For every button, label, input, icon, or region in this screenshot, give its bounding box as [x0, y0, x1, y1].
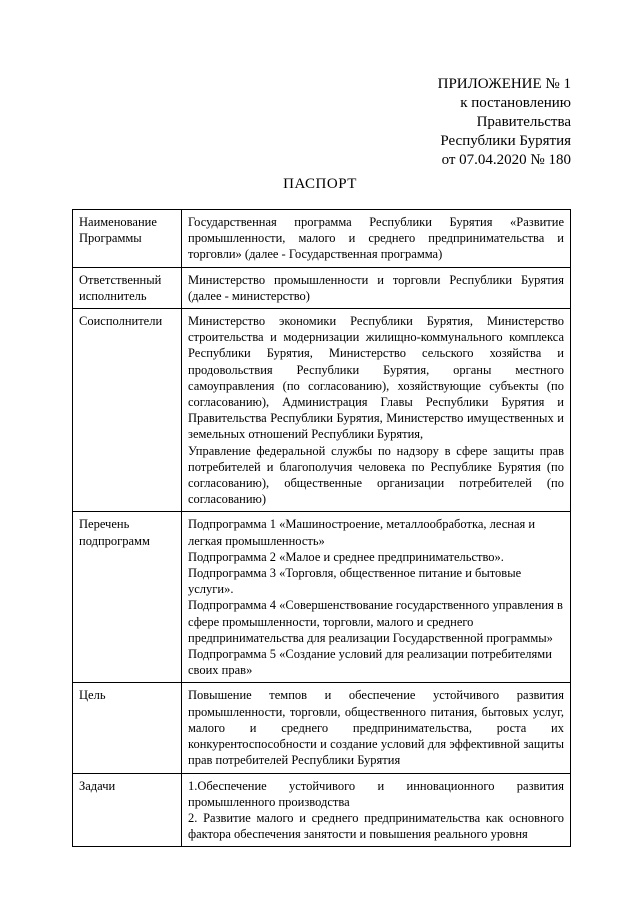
table-row [73, 683, 571, 773]
row-value [182, 210, 571, 268]
value-line: Управление федеральной службы по надзору в сфере защиты прав потребителей и благополучия человека по Республике Бурятия (по согласованию), общественные организации потребителей (по согласованию) [188, 443, 564, 507]
row-label: Цель [73, 683, 182, 773]
value-line: Подпрограмма 3 «Торговля, общественное питание и бытовые услуги». [188, 566, 522, 597]
value-line: Государственная программа Республики Бурятия «Развитие промышленности, малого и среднего предпринимательства и торговли» (далее - Государственная программа) [188, 215, 564, 262]
row-label: Соисполнители [73, 309, 182, 512]
row-label: Наименование Программы [73, 210, 182, 268]
table-row [73, 309, 571, 512]
value-line: Подпрограмма 5 «Создание условий для реализации потребителями своих прав» [188, 647, 552, 678]
table-row [73, 267, 571, 308]
value-line: 2. Развитие малого и среднего предпринимательства как основного фактора обеспечения занятости и повышения реального уровня [188, 810, 564, 842]
row-label: Перечень подпрограмм [73, 512, 182, 683]
row-value [182, 267, 571, 308]
appendix-header [438, 75, 571, 170]
table-row [73, 512, 571, 683]
resolution-date: от 07.04.2020 № 180 [441, 152, 571, 168]
value-line: Министерство экономики Республики Бурятия, Министерство строительства и модернизации жилищно-коммунального комплекса Республики Бурятия, Министерство сельского хозяйства и продовольствия Республики Бурятия, органы местного самоуправления (по согласованию), хозяйствующие субъекты (по согласованию), Администрация Главы Республики Бурятия и Правительства Республики Бурятия, Министерство имущественных и земельных отношений Республики Бурятия, [188, 314, 564, 442]
resolution-reference: к постановлению [460, 95, 571, 111]
value-line: Министерство промышленности и торговли Республики Бурятия (далее - министерство) [188, 272, 564, 303]
passport-table [72, 209, 571, 847]
row-label: Задачи [73, 773, 182, 847]
row-value [182, 773, 571, 847]
value-line: Подпрограмма 2 «Малое и среднее предпринимательство». [188, 549, 504, 564]
page-title: ПАСПОРТ [283, 176, 357, 192]
row-value [182, 512, 571, 683]
row-value [182, 309, 571, 512]
table-row [73, 210, 571, 268]
row-value [182, 683, 571, 773]
value-line: Подпрограмма 1 «Машиностроение, металлообработка, лесная и легкая промышленность» [188, 517, 536, 548]
value-line: 1.Обеспечение устойчивого и инновационного развития промышленного производства [188, 778, 564, 809]
value-line: Подпрограмма 4 «Совершенствование государственного управления в сфере промышленности, торговли, малого и среднего предпринимательства для реализации Государственной программы» [188, 598, 563, 645]
row-label: Ответственный исполнитель [73, 267, 182, 308]
government-line: Правительства [476, 114, 571, 130]
table-row [73, 773, 571, 847]
appendix-number: ПРИЛОЖЕНИЕ № 1 [437, 76, 571, 92]
republic-line: Республики Бурятия [440, 133, 571, 149]
value-line: Повышение темпов и обеспечение устойчивого развития промышленности, торговли, общественного питания, бытовых услуг, малого и среднего предпринимательства, роста их конкурентоспособности и создание условий для эффективной защиты прав потребителей Республики Бурятия [188, 688, 564, 768]
